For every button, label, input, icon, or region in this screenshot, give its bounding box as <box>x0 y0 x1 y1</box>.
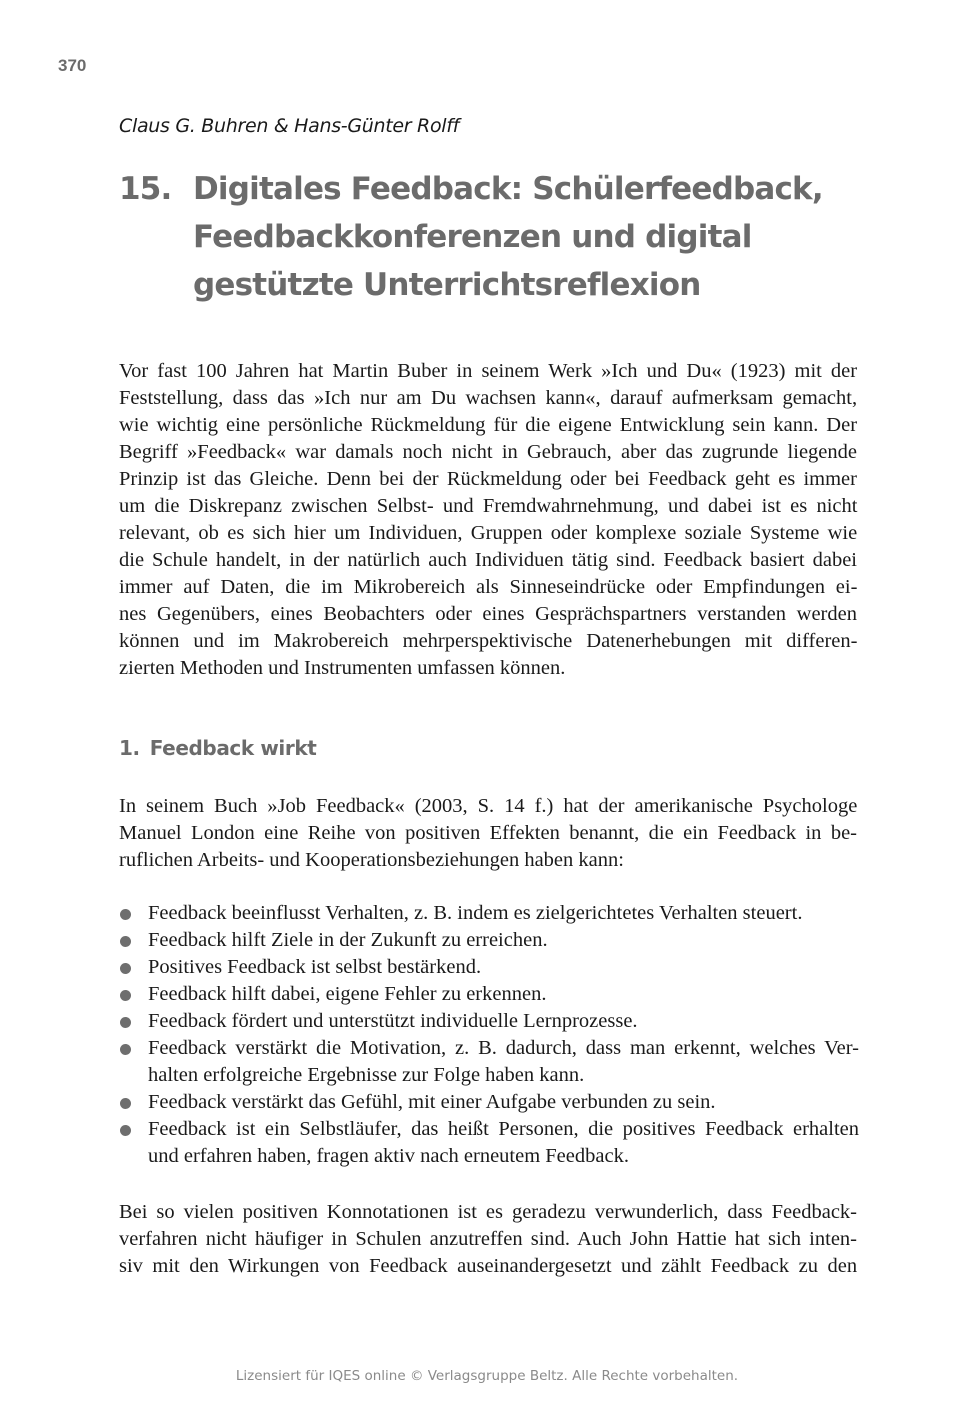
bullet-text: und erfahren haben, fragen aktiv nach erneutem Feedback. <box>148 1145 629 1167</box>
author-line: Claus G. Buhren & Hans-Günter Rolff <box>119 115 460 137</box>
bullet-text: halten erfolgreiche Ergebnisse zur Folge haben kann. <box>148 1064 585 1086</box>
license-footer: Lizensiert für IQES online © Verlagsgruppe Beltz. Alle Rechte vorbehalten. <box>235 1368 739 1384</box>
section-heading <box>119 736 316 760</box>
text-line: siv mit den Wirkungen von Feedback auseinandergesetzt und zählt Feedback zu den <box>119 1255 858 1277</box>
bullet-item <box>119 981 859 1008</box>
chapter-title <box>193 165 879 309</box>
text-line: ruflichen Arbeits- und Kooperationsbeziehungen haben kann: <box>119 849 624 871</box>
chapter-title-line: Feedbackkonferenzen und digital <box>193 219 752 255</box>
bullet-icon <box>120 1017 131 1028</box>
text-line: wie wichtig eine persönliche Rückmeldung für die eigene Entwicklung sein kann. Der <box>119 414 858 436</box>
bullet-icon <box>120 963 131 974</box>
bullet-item <box>119 1089 859 1116</box>
text-line: Feststellung, dass das »Ich nur am Du wachsen kann«, darauf aufmerksam gemacht, <box>119 387 858 409</box>
bullet-text: Feedback beeinflusst Verhalten, z. B. indem es zielgerichtetes Verhalten steuert. <box>148 902 803 924</box>
text-line: zierten Methoden und Instrumenten umfassen können. <box>119 657 566 679</box>
text-line: Vor fast 100 Jahren hat Martin Buber in seinem Werk »Ich und Du« (1923) mit der <box>119 360 858 382</box>
bullet-item <box>119 1035 859 1089</box>
bullet-text: Feedback ist ein Selbstläufer, das heißt Personen, die positives Feedback erhalten <box>148 1118 859 1140</box>
text-line: nes Gegenübers, eines Beobachters oder eines Gesprächspartners verstanden werden <box>119 603 857 625</box>
text-line: die Schule handelt, in der natürlich auch Individuen tätig sind. Feedback basiert dabei <box>119 549 857 571</box>
text-line: Prinzip ist das Gleiche. Denn bei der Rückmeldung oder bei Feedback geht es immer <box>119 468 857 490</box>
section-number: 1. <box>119 736 140 760</box>
text-line: verfahren nicht häufiger in Schulen anzutreffen sind. Auch John Hattie hat sich inten- <box>119 1228 857 1250</box>
text-line: relevant, ob es sich hier um Individuen, Gruppen oder komplexe soziale Systeme wie <box>119 522 858 544</box>
bullet-icon <box>120 909 131 920</box>
text-line: Manuel London eine Reihe von positiven Effekten benannt, die ein Feedback in be- <box>119 822 857 844</box>
bullet-text: Feedback verstärkt das Gefühl, mit einer Aufgabe verbunden zu sein. <box>148 1091 716 1113</box>
chapter-number: 15. <box>119 171 172 207</box>
text-line: Bei so vielen positiven Konnotationen ist es geradezu verwunderlich, dass Feedback- <box>119 1201 857 1223</box>
bullet-text: Feedback fördert und unterstützt individuelle Lernprozesse. <box>148 1010 638 1032</box>
text-line: In seinem Buch »Job Feedback« (2003, S. 14 f.) hat der amerikanische Psychologe <box>119 795 858 817</box>
bullet-item <box>119 1116 859 1170</box>
bullet-item <box>119 900 859 927</box>
section-title: Feedback wirkt <box>149 736 317 760</box>
bullet-icon <box>120 1044 131 1055</box>
page-number: 370 <box>58 56 87 75</box>
bullet-icon <box>120 990 131 1001</box>
bullet-text: Positives Feedback ist selbst bestärkend. <box>148 956 482 978</box>
bullet-text: Feedback verstärkt die Motivation, z. B. dadurch, dass man erkennt, welches Ver- <box>148 1037 859 1059</box>
closing-paragraph <box>119 1199 857 1280</box>
bullet-icon <box>120 1098 131 1109</box>
bullet-item <box>119 954 859 981</box>
bullet-text: Feedback hilft Ziele in der Zukunft zu erreichen. <box>148 929 548 951</box>
text-line: Begriff »Feedback« war damals noch nicht in Gebrauch, aber das zugrunde liegende <box>119 441 857 463</box>
section-paragraph <box>119 793 857 874</box>
text-line: können und im Makrobereich mehrperspektivische Datenerhebungen mit differen- <box>119 630 858 652</box>
bullet-icon <box>120 1125 131 1136</box>
bullet-icon <box>120 936 131 947</box>
chapter-title-line: Digitales Feedback: Schülerfeedback, <box>193 171 823 207</box>
bullet-item <box>119 1008 859 1035</box>
intro-paragraph <box>119 358 857 682</box>
chapter-heading <box>119 165 879 309</box>
text-line: um die Diskrepanz zwischen Selbst- und Fremdwahrnehmung, und dabei ist es nicht <box>119 495 858 517</box>
bullet-item <box>119 927 859 954</box>
text-line: immer auf Daten, die im Mikrobereich als Sinneseindrücke oder Empfindungen ei- <box>119 576 858 598</box>
bullet-text: Feedback hilft dabei, eigene Fehler zu erkennen. <box>148 983 547 1005</box>
effects-bullet-list <box>119 900 859 1170</box>
chapter-title-line: gestützte Unterrichtsreflexion <box>193 267 701 303</box>
